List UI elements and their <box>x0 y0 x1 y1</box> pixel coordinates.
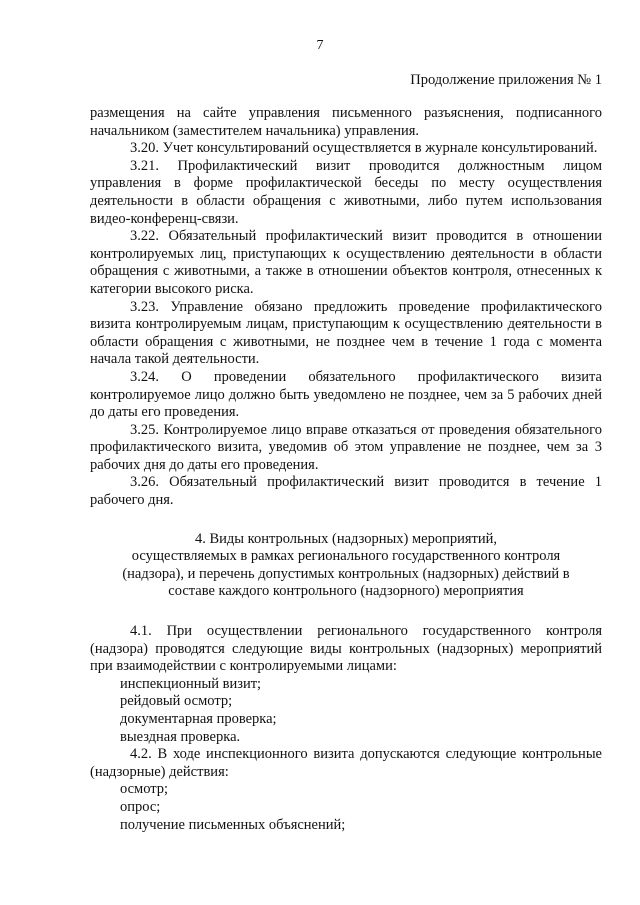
list-item: документарная проверка; <box>120 711 277 727</box>
paragraph-4-1: 4.1. При осуществлении регионального государственного контроля (надзора) проводятся следующие виды контрольных (надзорных) мероприятий при взаимодействии с контролируемыми лицами: <box>90 623 602 675</box>
list-item: опрос; <box>120 798 161 815</box>
page-number: 7 <box>316 38 324 53</box>
paragraph-3-20: 3.20. Учет консультирований осуществляется в журнале консультирований. <box>130 140 598 157</box>
paragraph-3-21: 3.21. Профилактический визит проводится должностным лицом управления в форме профилактической беседы по месту осуществления деятельности в области обращения с животными, либо путем использования видео-конференц-связи. <box>90 157 602 227</box>
list-item: осмотр; <box>120 781 169 798</box>
list-item: инспекционный визит; <box>120 675 262 692</box>
section-heading-line: составе каждого контрольного (надзорного) мероприятия <box>168 583 524 600</box>
section-4-heading <box>90 531 602 601</box>
paragraph-4-2: 4.2. В ходе инспекционного визита допускаются следующие контрольные (надзорные) действия: <box>90 746 602 780</box>
list-item: выездная проверка. <box>120 728 241 745</box>
paragraph-3-23: 3.23. Управление обязано предложить проведение профилактического визита контролируемым лицам, приступающим к осуществлению деятельности в области обращения с животными, не позднее чем в течение 1 года с момента начала такой деятельности. <box>90 298 602 368</box>
paragraph-3-24: 3.24. О проведении обязательного профилактического визита контролируемое лицо должно быть уведомлено не позднее, чем за 5 рабочих дней до даты его проведения. <box>90 368 602 421</box>
section-heading-line: 4. Виды контрольных (надзорных) мероприятий, <box>194 530 497 547</box>
paragraph-3-22: 3.22. Обязательный профилактический визит проводится в отношении контролируемых лиц, приступающих к осуществлению деятельности в области обращения с животными, а также в отношении объектов контроля, отнесенных к категории высокого риска. <box>90 228 602 297</box>
list-item: получение письменных объяснений; <box>120 816 346 833</box>
appendix-continuation-note: Продолжение приложения № 1 <box>410 72 602 88</box>
document-body <box>90 105 602 834</box>
section-heading-line: (надзора), и перечень допустимых контрольных (надзорных) действий в <box>122 565 570 582</box>
section-heading-line: осуществляемых в рамках регионального государственного контроля <box>131 548 561 565</box>
paragraph-continuation: размещения на сайте управления письменного разъяснения, подписанного начальником (заместителем начальника) управления. <box>90 105 602 139</box>
list-item: рейдовый осмотр; <box>120 693 233 710</box>
paragraph-3-25: 3.25. Контролируемое лицо вправе отказаться от проведения обязательного профилактического визита, уведомив об этом управление не позднее, чем за 3 рабочих дня до даты его проведения. <box>90 421 602 473</box>
paragraph-3-26: 3.26. Обязательный профилактический визит проводится в течение 1 рабочего дня. <box>90 474 602 509</box>
